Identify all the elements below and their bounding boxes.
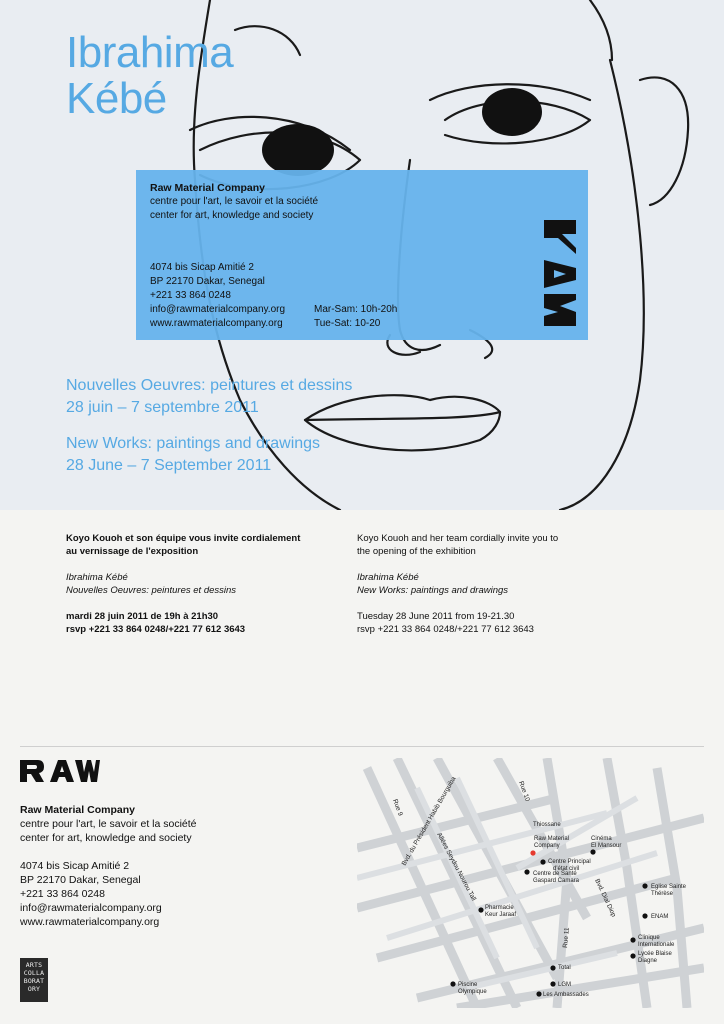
divider [20,746,704,747]
label-total: Total [558,965,571,971]
invite-fr-line1: Koyo Kouoh et son équipe vous invite cordialement [66,533,301,544]
marker-cinema [590,849,595,854]
company-name: Raw Material Company [150,182,265,194]
badge-line1: ARTS [25,961,43,969]
label-clinique-2: Internationale [638,942,675,948]
label-lycee-1: Lycée Blaise [638,951,672,957]
footer-website[interactable]: www.rawmaterialcompany.org [20,916,160,928]
invite-fr-line2: au vernissage de l'exposition [66,546,199,557]
footer-address-line1: 4074 bis Sicap Amitié 2 [20,860,130,872]
label-raw-2: Company [534,843,560,849]
badge-line3: BORAT [23,977,45,985]
exhibition-dates-en: 28 June – 7 September 2011 [66,457,272,474]
label-thiossane: Thiossane [533,822,561,828]
label-centre-1: Centre Principal [548,859,591,865]
label-cinema-2: El Mansour [591,843,622,849]
company-tagline-fr: centre pour l'art, le savoir et la société [150,196,319,207]
invitation-en [357,532,558,636]
artist-name-title [66,30,233,122]
company-tagline-en: center for art, knowledge and society [150,210,314,221]
road-bourguiba: Bvd. du Président Habib Bourguiba [400,775,458,867]
label-pharmacie-1: Pharmacie [485,905,514,911]
badge-line4: ORY [27,985,41,993]
road-dial-diop: Bvd. Dial Diop [593,877,617,919]
label-lgm: LGM [558,982,572,988]
company-address-line1: 4074 bis Sicap Amitié 2 [150,262,254,273]
exhibition-title-en: New Works: paintings and drawings [66,435,321,452]
label-eglise-1: Eglise Sainte [651,884,687,890]
label-lycee-2: Diagne [638,958,658,964]
marker-enam [642,913,647,918]
label-sante-2: Gaspard Camara [533,878,580,884]
company-address-line2: BP 22170 Dakar, Senegal [150,276,265,287]
road-seydou: Allées Seydou Nourou Tall [435,831,478,903]
footer-address-line2: BP 22170 Dakar, Senegal [20,874,141,886]
invite-en-rsvp: rsvp +221 33 864 0248/+221 77 612 3643 [357,624,534,635]
raw-logo [20,760,100,782]
invitation-fr [66,532,300,636]
company-phone: +221 33 864 0248 [150,290,231,301]
road-rue10: Rue 10 [517,780,531,803]
exhibition-dates-fr: 28 juin – 7 septembre 2011 [66,399,259,416]
exhibition-title-fr: Nouvelles Oeuvres: peintures et dessins [66,377,353,394]
marker-total [550,965,555,970]
label-clinique-1: Clinique [638,935,660,941]
arts-collaboratory-badge [20,958,48,1002]
badge-line2: COLLA [23,969,45,977]
company-website[interactable]: www.rawmaterialcompany.org [150,318,283,329]
footer-tagline-en: center for art, knowledge and society [20,832,192,844]
invite-fr-artist: Ibrahima Kébé [66,572,128,583]
marker-clinique [630,937,635,942]
marker-centre [540,859,545,864]
footer-company [20,803,197,929]
marker-lycee [630,953,635,958]
invite-en-line2: the opening of the exhibition [357,546,476,557]
road-rue9: Rue 9 [391,798,404,817]
label-eglise-2: Thérèse [651,891,674,897]
label-sante-1: Centre de Santé [533,871,577,877]
label-pharmacie-2: Keur Jaraaf [485,912,517,918]
invite-en-line1: Koyo Kouoh and her team cordially invite you to [357,533,559,544]
marker-raw [530,850,535,855]
hero-poster [0,0,724,510]
invite-en-date: Tuesday 28 June 2011 from 19-21.30 [357,611,515,622]
marker-eglise [642,883,647,888]
footer-phone: +221 33 864 0248 [20,888,105,900]
label-ambassades: Les Ambassades [543,992,589,998]
label-cinema-1: Cinéma [591,836,612,842]
label-enam: ENAM [651,914,669,920]
marker-ambassades [536,991,541,996]
invite-en-artist: Ibrahima Kébé [357,572,419,583]
footer-company-name: Raw Material Company [20,804,135,816]
opening-hours-en: Tue-Sat: 10-20 [314,318,381,329]
company-email[interactable]: info@rawmaterialcompany.org [150,304,286,315]
marker-lgm [550,981,555,986]
invite-fr-title: Nouvelles Oeuvres: peintures et dessins [66,585,237,596]
artist-first-name: Ibrahima [66,28,234,77]
opening-hours-fr: Mar-Sam: 10h-20h [314,304,398,315]
marker-pharmacie [478,907,483,912]
footer-tagline-fr: centre pour l'art, le savoir et la société [20,818,197,830]
marker-sante [524,869,529,874]
company-info-box [136,170,588,340]
label-piscine-2: Olympique [458,989,487,995]
invite-en-title: New Works: paintings and drawings [357,585,509,596]
artist-last-name: Kébé [66,74,167,123]
raw-logo-vertical [544,220,576,326]
marker-piscine [450,981,455,986]
label-centre-2: d'état civil [553,866,580,872]
invite-fr-rsvp: rsvp +221 33 864 0248/+221 77 612 3643 [66,624,246,635]
invite-fr-date: mardi 28 juin 2011 de 19h à 21h30 [66,611,219,622]
location-map [357,758,704,1008]
label-raw-1: Raw Material [534,836,570,842]
road-rue11: Rue 11 [562,927,571,949]
footer-email[interactable]: info@rawmaterialcompany.org [20,902,162,914]
label-piscine-1: Piscine [458,982,478,988]
